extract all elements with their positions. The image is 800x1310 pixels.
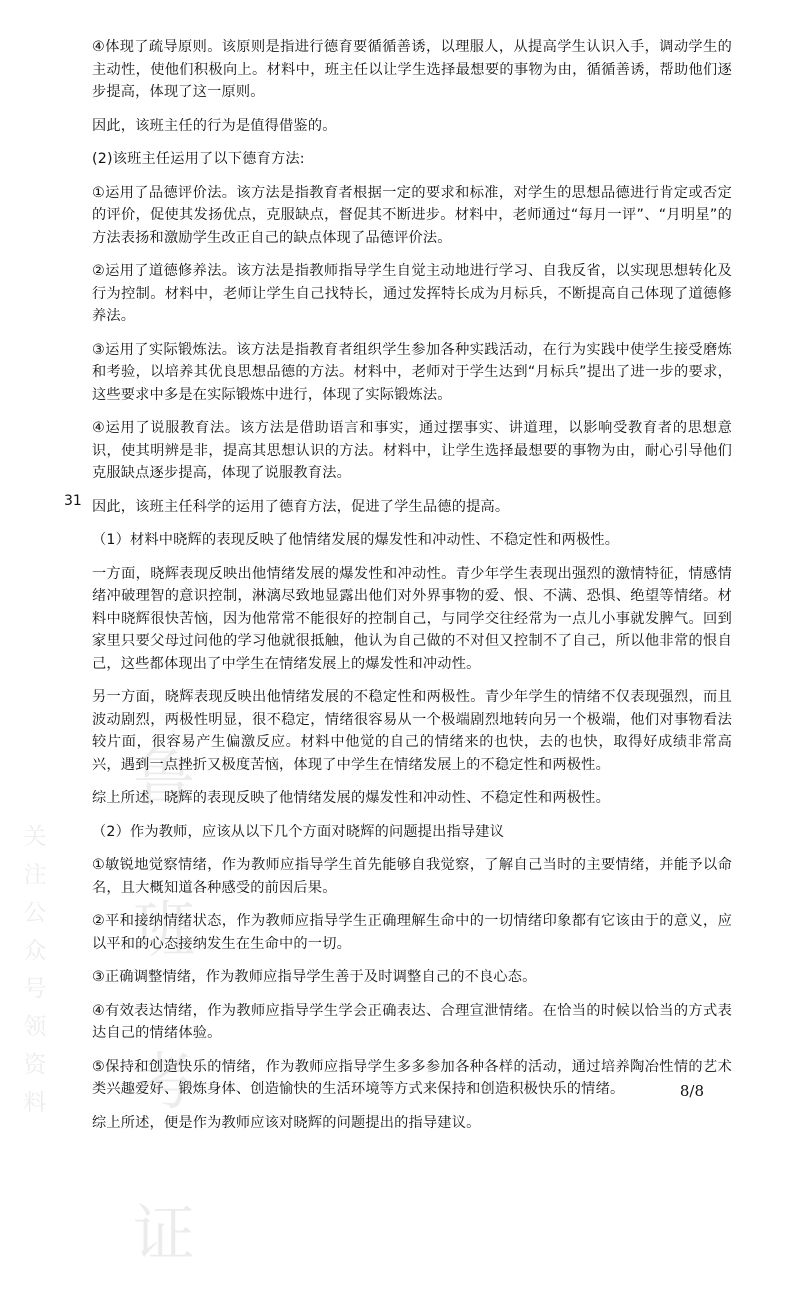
paragraph: 综上所述，便是作为教师应该对晓辉的问题提出的指导建议。: [92, 1114, 481, 1131]
watermark-char: 号: [23, 976, 47, 1002]
watermark-char: 关: [23, 824, 47, 850]
question-number: 31: [64, 493, 82, 509]
watermark-char: 考: [132, 1045, 195, 1118]
watermark-char: 班: [132, 893, 195, 966]
paragraph: ③正确调整情绪，作为教师应指导学生善于及时调整自己的不良心态。: [92, 969, 537, 985]
paragraph: 因此，该班主任科学的运用了德育方法，促进了学生品德的提高。: [92, 498, 510, 515]
watermark-char: 众: [23, 938, 47, 964]
watermark-char: 领: [23, 1014, 47, 1040]
watermark-char: 资: [23, 1052, 47, 1078]
paragraph: ①运用了品德评价法。该方法是指教育者根据一定的要求和标准，对学生的思想品德进行肯定或否定的评价，促使其发扬优点，克服缺点，督促其不断进步。材料中，老师通过“每月一评”、“月明星”的方法表扬和激励学生改正自己的缺点体现了品德评价法。: [92, 184, 732, 246]
paragraph: 一方面，晓辉表现反映出他情绪发展的爆发性和冲动性。青少年学生表现出强烈的激情特征，情感情绪冲破理智的意识控制，淋漓尽致地显露出他们对外界事物的爱、恨、不满、恐惧、绝望等情绪。材料中晓辉很快苦恼，因为他常常不能很好的控制自己，与同学交往经常为一点儿小事就发脾气。回到家里只要父母过问他的学习他就很抵触，他认为自己做的不对但又控制不了自己，所以他非常的恨自己，这些都体现出了中学生在情绪发展上的爆发性和冲动性。: [92, 565, 732, 672]
watermark-small: [20, 818, 50, 1122]
watermark-char: 料: [23, 1090, 47, 1116]
page-number: 8/8: [679, 1082, 704, 1100]
paragraph: ④有效表达情绪，作为教师应指导学生学会正确表达、合理宣泄情绪。在恰当的时候以恰当的方式表达自己的情绪体验。: [92, 1002, 732, 1041]
watermark-char: 证: [132, 1197, 195, 1270]
paragraph: （1）材料中晓辉的表现反映了他情绪发展的爆发性和冲动性、不稳定性和两极性。: [92, 532, 620, 548]
paragraph: 另一方面，晓辉表现反映出他情绪发展的不稳定性和两极性。青少年学生的情绪不仅表现强烈，而且波动剧烈，两极性明显，很不稳定，情绪很容易从一个极端剧烈地转向另一个极端，他们对事物看法较片面，很容易产生偏激反应。材料中他觉的自己的情绪来的也快，去的也快，取得好成绩非常高兴，遇到一点挫折又极度苦恼，体现了中学生在情绪发展上的不稳定性和两极性。: [92, 689, 732, 773]
paragraph: ⑤保持和创造快乐的情绪，作为教师应指导学生多多参加各种各样的活动，通过培养陶冶性情的艺术类兴趣爱好、锻炼身体、创造愉快的生活环境等方式来保持和创造积极快乐的情绪。: [92, 1058, 732, 1097]
paragraph: (2)该班主任运用了以下德育方法:: [92, 151, 305, 167]
paragraph: ③运用了实际锻炼法。该方法是指教育者组织学生参加各种实践活动，在行为实践中使学生接受磨炼和考验，以培养其优良思想品德的方法。材料中，老师对于学生达到“月标兵”提出了进一步的要求，这些要求中多是在实际锻炼中进行，体现了实际锻炼法。: [92, 341, 732, 403]
document-body: [92, 36, 732, 1145]
paragraph: ④体现了疏导原则。该原则是指进行德育要循循善诱，以理服人，从提高学生认识入手，调动学生的主动性，使他们积极向上。材料中，班主任以让学生选择最想要的事物为由，循循善诱，帮助他们逐步提高，体现了这一原则。: [92, 39, 732, 100]
paragraph: ④运用了说服教育法。该方法是借助语言和事实，通过摆事实、讲道理，以影响受教育者的思想意识，使其明辨是非，提高其思想认识的方法。材料中，让学生选择最想要的事物为由，耐心引导他们克服缺点逐步提高，体现了说服教育法。: [92, 420, 732, 481]
paragraph: 综上所述，晓辉的表现反映了他情绪发展的爆发性和冲动性、不稳定性和两极性。: [92, 790, 610, 806]
paragraph: ②运用了道德修养法。该方法是指教师指导学生自觉主动地进行学习、自我反省，以实现思想转化及行为控制。材料中，老师让学生自己找特长，通过发挥特长成为月标兵，不断提高自己体现了道德修养法。: [92, 263, 732, 324]
watermark-char: 公: [23, 900, 47, 926]
paragraph: 因此，该班主任的行为是值得借鉴的。: [92, 117, 337, 134]
paragraph: ①敏锐地觉察情绪，作为教师应指导学生首先能够自我觉察，了解自己当时的主要情绪，并能予以命名，且大概知道各种感受的前因后果。: [92, 857, 732, 896]
watermark-char: 注: [23, 862, 47, 888]
paragraph: ②平和接纳情绪状态，作为教师应指导学生正确理解生命中的一切情绪印象都有它该由于的意义，应以平和的心态接纳发生在生命中的一切。: [92, 913, 732, 952]
paragraph: （2）作为教师，应该从以下几个方面对晓辉的问题提出指导建议: [92, 823, 505, 840]
watermark-char: 鲁: [132, 741, 195, 814]
